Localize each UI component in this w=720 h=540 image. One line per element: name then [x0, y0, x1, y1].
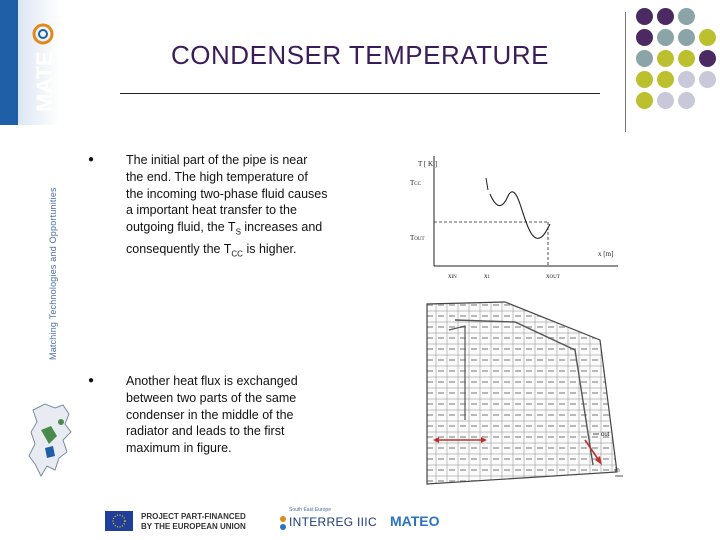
vertical-divider: [625, 12, 626, 132]
mateo-logo: [8, 20, 68, 120]
decorative-dots: [636, 8, 720, 122]
t-low-label: TOUT: [410, 234, 425, 242]
bullet-item: [88, 373, 328, 457]
dot: [678, 50, 695, 67]
y-axis-label: T [ K ]: [418, 160, 438, 168]
footer: [105, 507, 455, 537]
dot: [657, 92, 674, 109]
title-divider: [120, 93, 600, 94]
dot: [678, 8, 695, 25]
bullet-item: [88, 152, 328, 264]
eu-flag-icon: [105, 511, 133, 531]
europe-map-icon: [25, 400, 75, 485]
svg-text:MATE: MATE: [32, 51, 57, 112]
dot: [678, 71, 695, 88]
sidebar: [0, 0, 75, 540]
interreg-mark-icon: [277, 513, 289, 533]
x-tick-in: xIN: [448, 272, 457, 280]
dot: [636, 92, 653, 109]
in-label: in: [615, 468, 620, 474]
x-tick-1: x1: [484, 272, 490, 280]
out-label: out: [601, 432, 610, 438]
dot: [636, 50, 653, 67]
bullet-dot-icon: ●: [88, 154, 95, 165]
x-tick-out: xOUT: [546, 272, 560, 280]
bullet-dot-icon: ●: [88, 375, 95, 386]
interreg-logo: South East Europe INTERREG IIIC: [277, 507, 377, 535]
dot: [699, 50, 716, 67]
dot: [699, 71, 716, 88]
condenser-grid-figure: [425, 300, 635, 492]
tagline: Matching Technologies and Opportunities: [48, 187, 58, 360]
dot: [636, 8, 653, 25]
dot: [657, 50, 674, 67]
x-axis-label: x [m]: [598, 250, 614, 258]
page-title: CONDENSER TEMPERATURE: [171, 40, 549, 70]
dot: [657, 29, 674, 46]
eu-funding-text: PROJECT PART-FINANCED BY THE EUROPEAN UNION: [141, 512, 246, 531]
dot: [678, 29, 695, 46]
temperature-graph: [408, 148, 628, 290]
dot: [657, 71, 674, 88]
mateo-footer-logo: MATEO: [390, 513, 440, 529]
temperature-curve: [490, 192, 550, 238]
bullet-text: Another heat flux is exchanged between two parts of the same condenser in the middle of the radiator and leads to the first maximum in figure.: [126, 374, 298, 456]
dot: [678, 92, 695, 109]
t-high-label: TCC: [410, 179, 421, 187]
bullet-text: The initial part of the pipe is near the end. The high temperature of the incoming two-phase fluid causes a important heat transfer to the outgoing fluid, the $T_S$ increases and consequently the $T_{CC}$ is higher.: [126, 153, 328, 259]
dot: [636, 71, 653, 88]
dot: [657, 8, 674, 25]
dot: [699, 29, 716, 46]
dot: [636, 29, 653, 46]
